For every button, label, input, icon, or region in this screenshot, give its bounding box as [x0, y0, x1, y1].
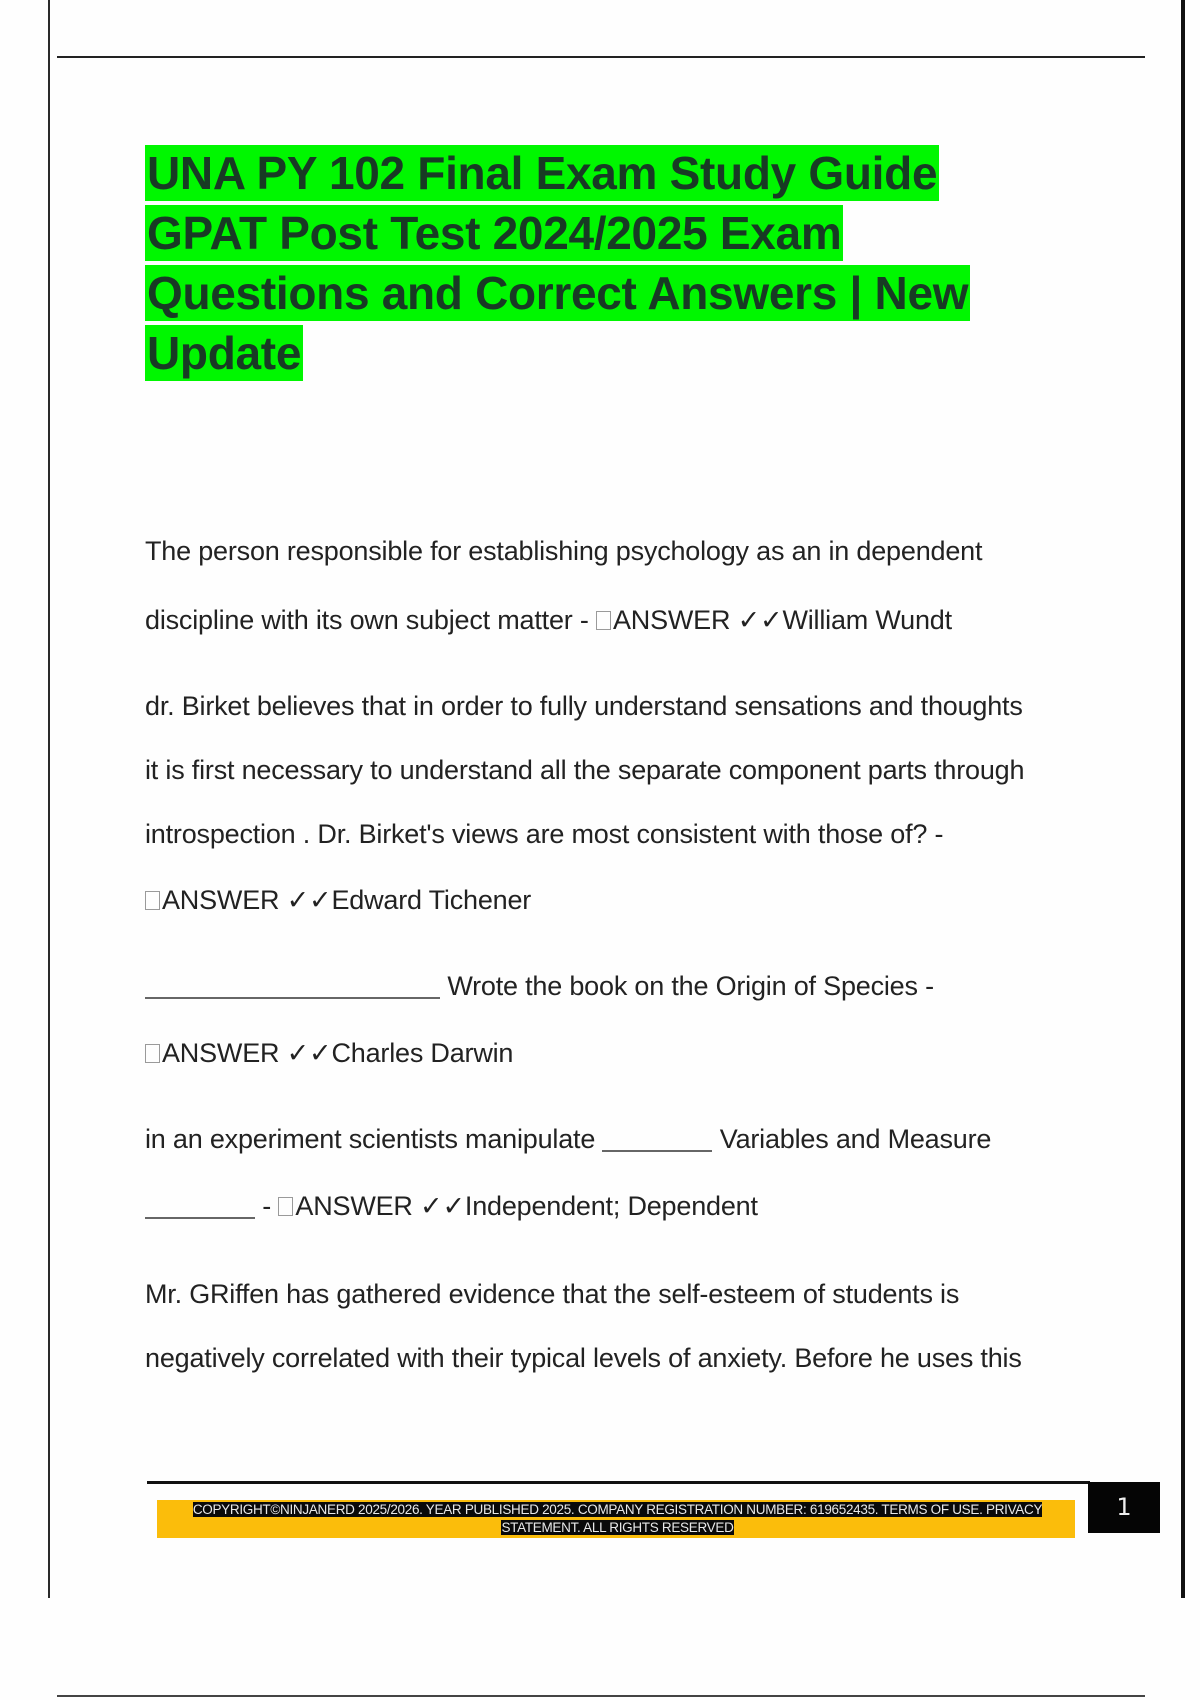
answer-marker-icon	[596, 611, 611, 630]
question-5-line-1: Mr. GRiffen has gathered evidence that the self-esteem of students is	[145, 1279, 960, 1309]
question-2-line-1: dr. Birket believes that in order to fully understand sensations and thoughts	[145, 691, 1023, 721]
question-4-line-2: - ANSWER ✓✓Independent; Dependent	[145, 1190, 758, 1222]
question-3-answer	[145, 1037, 513, 1069]
answer-marker-icon	[145, 891, 160, 910]
title-line-1: UNA PY 102 Final Exam Study Guide	[147, 147, 938, 199]
title-line-4: Update	[147, 327, 302, 379]
check-mark-icon: ✓✓	[286, 885, 332, 915]
answer-label: ANSWER	[162, 1038, 280, 1068]
answer-text: Edward Tichener	[331, 885, 532, 915]
fill-in-blank	[602, 1126, 712, 1152]
answer-label: ANSWER	[295, 1191, 413, 1221]
fill-in-blank	[145, 1193, 255, 1219]
answer-label: ANSWER	[162, 885, 280, 915]
question-1-line-1: The person responsible for establishing psychology as an in dependent	[145, 536, 983, 566]
title-line-2: GPAT Post Test 2024/2025 Exam	[147, 207, 842, 259]
footer-rule	[147, 1481, 1090, 1484]
question-4-line-1: in an experiment scientists manipulate Variables and Measure	[145, 1124, 992, 1154]
question-5-line-2: negatively correlated with their typical levels of anxiety. Before he uses this	[145, 1343, 1022, 1373]
check-mark-icon: ✓✓	[286, 1038, 332, 1068]
document-title	[145, 145, 1045, 385]
copyright-line-2: STATEMENT. ALL RIGHTS RESERVED	[501, 1520, 734, 1535]
check-mark-icon: ✓✓	[420, 1191, 465, 1221]
question-3-line-1: Wrote the book on the Origin of Species -	[145, 970, 934, 1002]
page-border-left	[48, 0, 50, 1598]
footer-copyright	[170, 1501, 1065, 1537]
answer-label: ANSWER	[612, 605, 731, 635]
copyright-line-1: COPYRIGHT©NINJANERD 2025/2026. YEAR PUBLISHED 2025. COMPANY REGISTRATION NUMBER: 619652435. TERMS OF USE. PRIVACY	[192, 1502, 1043, 1517]
page-border-right	[1181, 0, 1185, 1598]
question-2-line-2: it is first necessary to understand all the separate component parts through	[145, 755, 1025, 785]
fill-in-blank	[145, 973, 440, 999]
question-2-line-3: introspection . Dr. Birket's views are most consistent with those of? -	[145, 819, 944, 849]
check-mark-icon: ✓✓	[737, 605, 783, 635]
title-line-3: Questions and Correct Answers | New	[147, 267, 969, 319]
header-rule	[57, 56, 1145, 58]
question-2-answer	[145, 884, 531, 916]
next-page-rule	[57, 1695, 1145, 1697]
answer-marker-icon	[278, 1197, 293, 1216]
answer-text: William Wundt	[782, 605, 952, 635]
page-number: 1	[1088, 1482, 1160, 1533]
answer-text: Independent; Dependent	[464, 1191, 758, 1221]
answer-marker-icon	[145, 1044, 160, 1063]
answer-text: Charles Darwin	[331, 1038, 514, 1068]
question-1-line-2: discipline with its own subject matter - ANSWER ✓✓William Wundt	[145, 605, 952, 635]
